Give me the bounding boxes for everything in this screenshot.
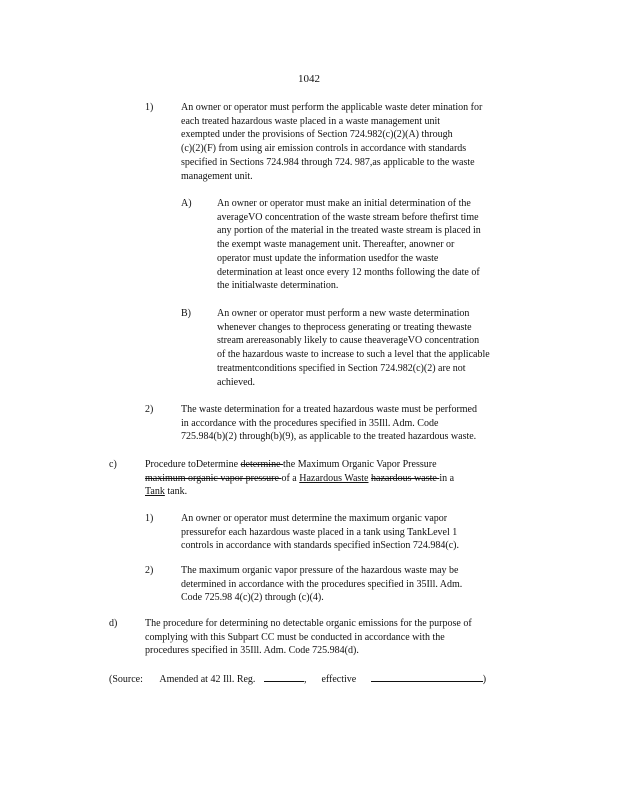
- text-line: stream arereasonably likely to cause theaverageVO concentration: [217, 335, 480, 347]
- text-line: averageVO concentration of the waste stream before thefirst time: [217, 211, 479, 223]
- underlined-text: Tank: [145, 486, 165, 498]
- text-line: complying with this Subpart CC must be conducted in accordance with the: [145, 631, 445, 643]
- source-effective: effective: [321, 674, 357, 685]
- text-line: procedures specified in 35Ill. Adm. Code 725.984(d).: [145, 645, 359, 657]
- text-line: each treated hazardous waste placed in a waste management unit: [181, 115, 441, 127]
- text-line: pressurefor each hazardous waste placed in a tank using TankLevel 1: [181, 526, 458, 538]
- paragraph-c2: [181, 564, 517, 605]
- struck-text: maximum organic vapor pressure: [145, 472, 282, 484]
- text-line: the exempt waste management unit. Thereafter, anowner or: [217, 239, 455, 251]
- item-label-2: 2): [145, 404, 154, 415]
- text-line: of the hazardous waste to increase to such a level that the applicable: [217, 349, 490, 361]
- text-line: treatmentconditions specified in Section 724.982(c)(2) are not: [217, 362, 466, 374]
- effective-date-blank: [371, 671, 483, 682]
- text-line: determination at least once every 12 months following the date of: [217, 266, 480, 278]
- paragraph-1: [181, 101, 539, 183]
- source-close: ): [482, 674, 487, 685]
- inserted-text: the Maximum Organic Vapor Pressure: [283, 459, 437, 470]
- text-line: determined in accordance with the procedures specified in 35Ill. Adm.: [181, 578, 463, 590]
- text-line: An owner or operator must perform the applicable waste deter mination for: [181, 102, 483, 113]
- source-comma: ,: [303, 674, 307, 685]
- inserted-text: in a: [439, 472, 455, 484]
- item-label-d: d): [109, 618, 118, 629]
- source-open: (Source:: [109, 674, 143, 685]
- text-line: [145, 472, 520, 486]
- text-line: management unit.: [181, 170, 253, 182]
- struck-text: hazardous waste: [371, 472, 440, 484]
- paragraph-a: [217, 197, 535, 293]
- text-line: (c)(2)(F) from using air emission controls in accordance with standards: [181, 143, 467, 155]
- paragraph-d: [145, 617, 539, 658]
- struck-text: determine: [240, 459, 284, 470]
- text-line: controls in accordance with standards specified inSection 724.984(c).: [181, 540, 459, 552]
- page-number: 1042: [298, 73, 320, 85]
- text-line: operator must update the information usedfor the waste: [217, 252, 439, 264]
- text-line: any portion of the material in the treated waste stream is placed in: [217, 225, 481, 237]
- text-line: Code 725.98 4(c)(2) through (c)(4).: [181, 592, 324, 604]
- text-line: An owner or operator must make an initial determination of the: [217, 198, 471, 209]
- paragraph-c1: [181, 512, 517, 553]
- paragraph-b: [217, 307, 535, 389]
- reg-page-blank: [264, 671, 304, 682]
- text-line: [145, 485, 520, 499]
- text-line: [145, 458, 520, 472]
- text-line: in accordance with the procedures specified in 35Ill. Adm. Code: [181, 417, 439, 429]
- inserted-text: Procedure toDetermine: [145, 459, 241, 470]
- text-line: specified in Sections 724.984 through 724. 987,as applicable to the waste: [181, 156, 475, 168]
- text-line: The maximum organic vapor pressure of the hazardous waste may be: [181, 565, 459, 576]
- text-line: An owner or operator must perform a new waste determination: [217, 308, 470, 319]
- text-line: whenever changes to theprocess generating or treating thewaste: [217, 321, 472, 333]
- item-label-c: c): [109, 459, 117, 470]
- text-line: the initialwaste determination.: [217, 280, 339, 292]
- paragraph-2: [181, 403, 531, 444]
- item-label-a: A): [181, 198, 192, 209]
- item-label-c2: 2): [145, 565, 154, 576]
- text-line: achieved.: [217, 376, 256, 388]
- source-amended: Amended at 42 Ill. Reg.: [159, 674, 256, 685]
- text-line: The procedure for determining no detectable organic emissions for the purpose of: [145, 618, 472, 629]
- inserted-text: of a: [281, 472, 300, 484]
- text-line: An owner or operator must determine the maximum organic vapor: [181, 513, 448, 524]
- text-line: The waste determination for a treated hazardous waste must be performed: [181, 404, 477, 415]
- text-line: 725.984(b)(2) through(b)(9), as applicable to the treated hazardous waste.: [181, 431, 477, 443]
- item-label-1: 1): [145, 102, 154, 113]
- item-label-b: B): [181, 308, 191, 319]
- paragraph-c: [145, 458, 520, 499]
- source-note: [109, 671, 486, 687]
- inserted-text: tank.: [164, 486, 188, 498]
- item-label-c1: 1): [145, 513, 154, 524]
- underlined-text: Hazardous Waste: [299, 472, 369, 484]
- text-line: exempted under the provisions of Section 724.982(c)(2)(A) through: [181, 129, 453, 141]
